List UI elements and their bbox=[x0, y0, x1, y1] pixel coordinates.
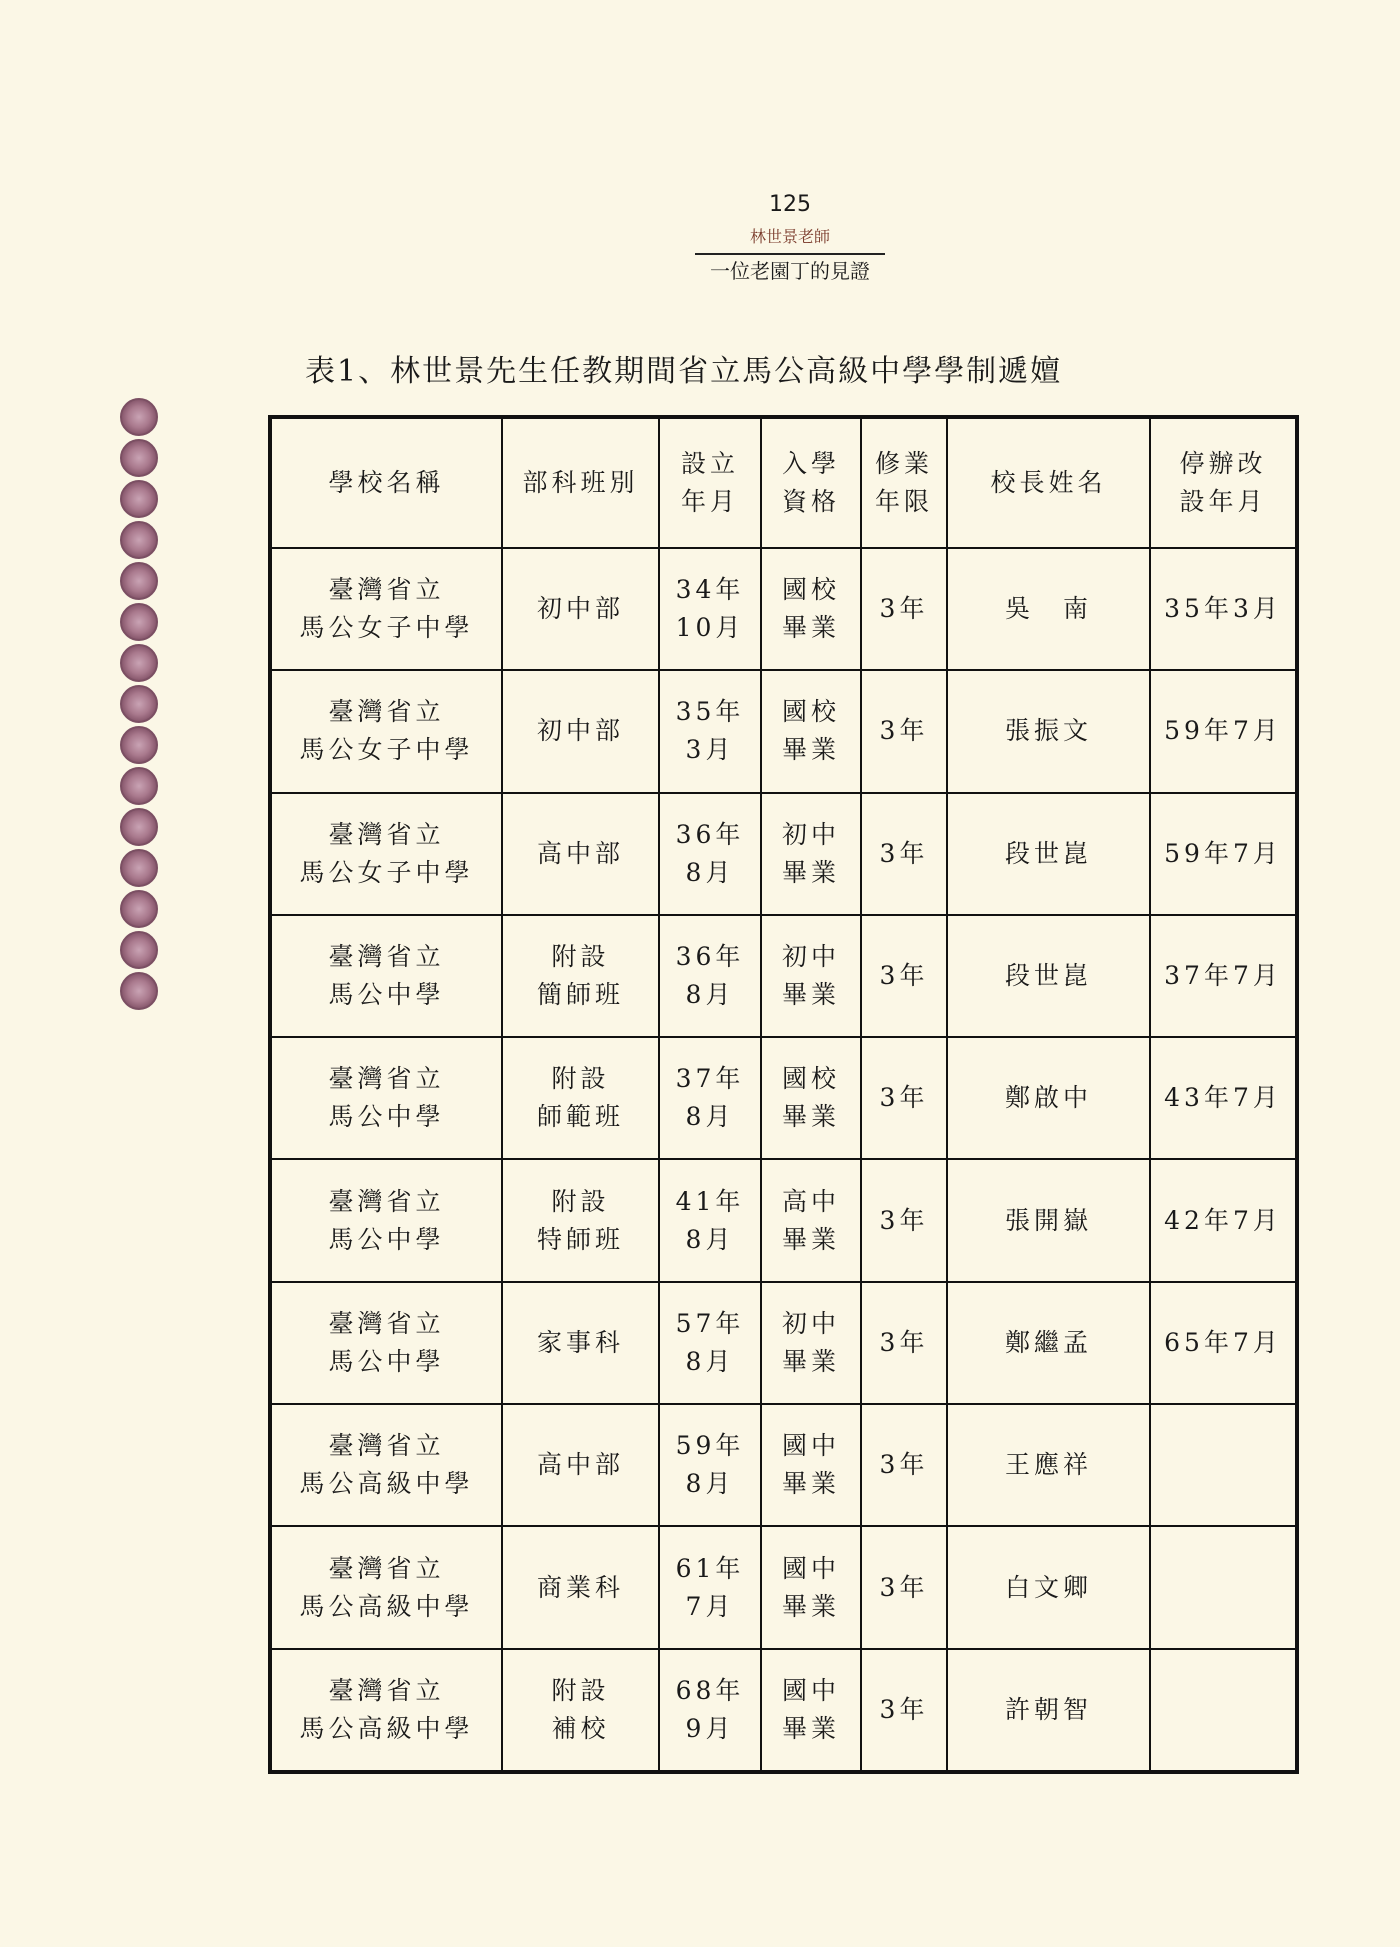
admission-cell: 國中 畢業 bbox=[761, 1526, 861, 1648]
seal-ornament bbox=[120, 480, 158, 518]
seal-ornament bbox=[120, 849, 158, 887]
seal-ornament bbox=[120, 685, 158, 723]
column-header: 入學 資格 bbox=[761, 417, 861, 548]
principal-cell: 段世崑 bbox=[947, 915, 1150, 1037]
principal-cell: 鄭啟中 bbox=[947, 1037, 1150, 1159]
division-cell: 家事科 bbox=[502, 1282, 659, 1404]
table-row bbox=[270, 1282, 1297, 1404]
principal-cell: 王應祥 bbox=[947, 1404, 1150, 1526]
admission-cell: 國中 畢業 bbox=[761, 1404, 861, 1526]
admission-cell: 初中 畢業 bbox=[761, 915, 861, 1037]
school-history-table bbox=[268, 415, 1295, 1774]
division-cell: 附設 簡師班 bbox=[502, 915, 659, 1037]
school-name-cell: 臺灣省立 馬公女子中學 bbox=[270, 793, 502, 915]
established-cell: 35年 3月 bbox=[659, 670, 761, 792]
principal-cell: 鄭繼孟 bbox=[947, 1282, 1150, 1404]
principal-cell: 吳 南 bbox=[947, 548, 1150, 670]
changed-date-cell bbox=[1150, 1526, 1297, 1648]
column-header: 校長姓名 bbox=[947, 417, 1150, 548]
school-name-cell: 臺灣省立 馬公高級中學 bbox=[270, 1649, 502, 1772]
changed-date-cell: 37年7月 bbox=[1150, 915, 1297, 1037]
duration-cell: 3年 bbox=[861, 1037, 947, 1159]
table-row bbox=[270, 793, 1297, 915]
principal-cell: 段世崑 bbox=[947, 793, 1150, 915]
table-header-row bbox=[270, 417, 1297, 548]
duration-cell: 3年 bbox=[861, 793, 947, 915]
school-name-cell: 臺灣省立 馬公中學 bbox=[270, 1159, 502, 1281]
established-cell: 59年 8月 bbox=[659, 1404, 761, 1526]
established-cell: 34年 10月 bbox=[659, 548, 761, 670]
changed-date-cell: 42年7月 bbox=[1150, 1159, 1297, 1281]
admission-cell: 國中 畢業 bbox=[761, 1649, 861, 1772]
seal-ornament bbox=[120, 562, 158, 600]
seal-ornament bbox=[120, 521, 158, 559]
division-cell: 初中部 bbox=[502, 670, 659, 792]
school-name-cell: 臺灣省立 馬公中學 bbox=[270, 915, 502, 1037]
changed-date-cell: 65年7月 bbox=[1150, 1282, 1297, 1404]
seal-ornament bbox=[120, 931, 158, 969]
duration-cell: 3年 bbox=[861, 670, 947, 792]
duration-cell: 3年 bbox=[861, 1649, 947, 1772]
table-row bbox=[270, 915, 1297, 1037]
established-cell: 36年 8月 bbox=[659, 915, 761, 1037]
division-cell: 初中部 bbox=[502, 548, 659, 670]
established-cell: 36年 8月 bbox=[659, 793, 761, 915]
established-cell: 41年 8月 bbox=[659, 1159, 761, 1281]
table-row bbox=[270, 548, 1297, 670]
principal-cell: 白文卿 bbox=[947, 1526, 1150, 1648]
changed-date-cell: 35年3月 bbox=[1150, 548, 1297, 670]
principal-cell: 張開嶽 bbox=[947, 1159, 1150, 1281]
admission-cell: 初中 畢業 bbox=[761, 793, 861, 915]
table-row bbox=[270, 1404, 1297, 1526]
column-header: 停辦改 設年月 bbox=[1150, 417, 1297, 548]
principal-cell: 許朝智 bbox=[947, 1649, 1150, 1772]
duration-cell: 3年 bbox=[861, 1159, 947, 1281]
seal-ornament bbox=[120, 726, 158, 764]
column-header: 設立 年月 bbox=[659, 417, 761, 548]
duration-cell: 3年 bbox=[861, 1404, 947, 1526]
changed-date-cell bbox=[1150, 1649, 1297, 1772]
established-cell: 68年 9月 bbox=[659, 1649, 761, 1772]
changed-date-cell: 59年7月 bbox=[1150, 670, 1297, 792]
division-cell: 高中部 bbox=[502, 1404, 659, 1526]
established-cell: 37年 8月 bbox=[659, 1037, 761, 1159]
changed-date-cell: 43年7月 bbox=[1150, 1037, 1297, 1159]
established-cell: 57年 8月 bbox=[659, 1282, 761, 1404]
school-name-cell: 臺灣省立 馬公女子中學 bbox=[270, 548, 502, 670]
table-row bbox=[270, 1037, 1297, 1159]
seal-ornament bbox=[120, 398, 158, 436]
duration-cell: 3年 bbox=[861, 1526, 947, 1648]
duration-cell: 3年 bbox=[861, 1282, 947, 1404]
table-row bbox=[270, 670, 1297, 792]
page-number: 125 bbox=[769, 192, 811, 217]
division-cell: 附設 補校 bbox=[502, 1649, 659, 1772]
column-header: 部科班別 bbox=[502, 417, 659, 548]
column-header: 學校名稱 bbox=[270, 417, 502, 548]
school-name-cell: 臺灣省立 馬公中學 bbox=[270, 1037, 502, 1159]
school-name-cell: 臺灣省立 馬公中學 bbox=[270, 1282, 502, 1404]
seal-ornament bbox=[120, 644, 158, 682]
division-cell: 高中部 bbox=[502, 793, 659, 915]
division-cell: 附設 師範班 bbox=[502, 1037, 659, 1159]
changed-date-cell: 59年7月 bbox=[1150, 793, 1297, 915]
seal-ornament bbox=[120, 603, 158, 641]
duration-cell: 3年 bbox=[861, 915, 947, 1037]
seal-ornament bbox=[120, 890, 158, 928]
seal-ornament bbox=[120, 972, 158, 1010]
table-row bbox=[270, 1649, 1297, 1772]
changed-date-cell bbox=[1150, 1404, 1297, 1526]
duration-cell: 3年 bbox=[861, 548, 947, 670]
seal-ornament bbox=[120, 767, 158, 805]
division-cell: 附設 特師班 bbox=[502, 1159, 659, 1281]
header-rule bbox=[695, 253, 885, 255]
admission-cell: 國校 畢業 bbox=[761, 1037, 861, 1159]
admission-cell: 初中 畢業 bbox=[761, 1282, 861, 1404]
running-header bbox=[690, 190, 890, 283]
table-row bbox=[270, 1526, 1297, 1648]
book-title: 林世景老師 bbox=[749, 227, 830, 246]
established-cell: 61年 7月 bbox=[659, 1526, 761, 1648]
table-row bbox=[270, 1159, 1297, 1281]
admission-cell: 國校 畢業 bbox=[761, 670, 861, 792]
column-header: 修業 年限 bbox=[861, 417, 947, 548]
school-name-cell: 臺灣省立 馬公女子中學 bbox=[270, 670, 502, 792]
book-subtitle: 一位老園丁的見證 bbox=[710, 259, 870, 283]
table-caption: 表1、林世景先生任教期間省立馬公高級中學學制遞嬗 bbox=[305, 354, 1063, 389]
seal-ornament bbox=[120, 808, 158, 846]
school-name-cell: 臺灣省立 馬公高級中學 bbox=[270, 1526, 502, 1648]
school-name-cell: 臺灣省立 馬公高級中學 bbox=[270, 1404, 502, 1526]
margin-seal-strip bbox=[120, 398, 160, 1013]
seal-ornament bbox=[120, 439, 158, 477]
admission-cell: 國校 畢業 bbox=[761, 548, 861, 670]
admission-cell: 高中 畢業 bbox=[761, 1159, 861, 1281]
division-cell: 商業科 bbox=[502, 1526, 659, 1648]
principal-cell: 張振文 bbox=[947, 670, 1150, 792]
